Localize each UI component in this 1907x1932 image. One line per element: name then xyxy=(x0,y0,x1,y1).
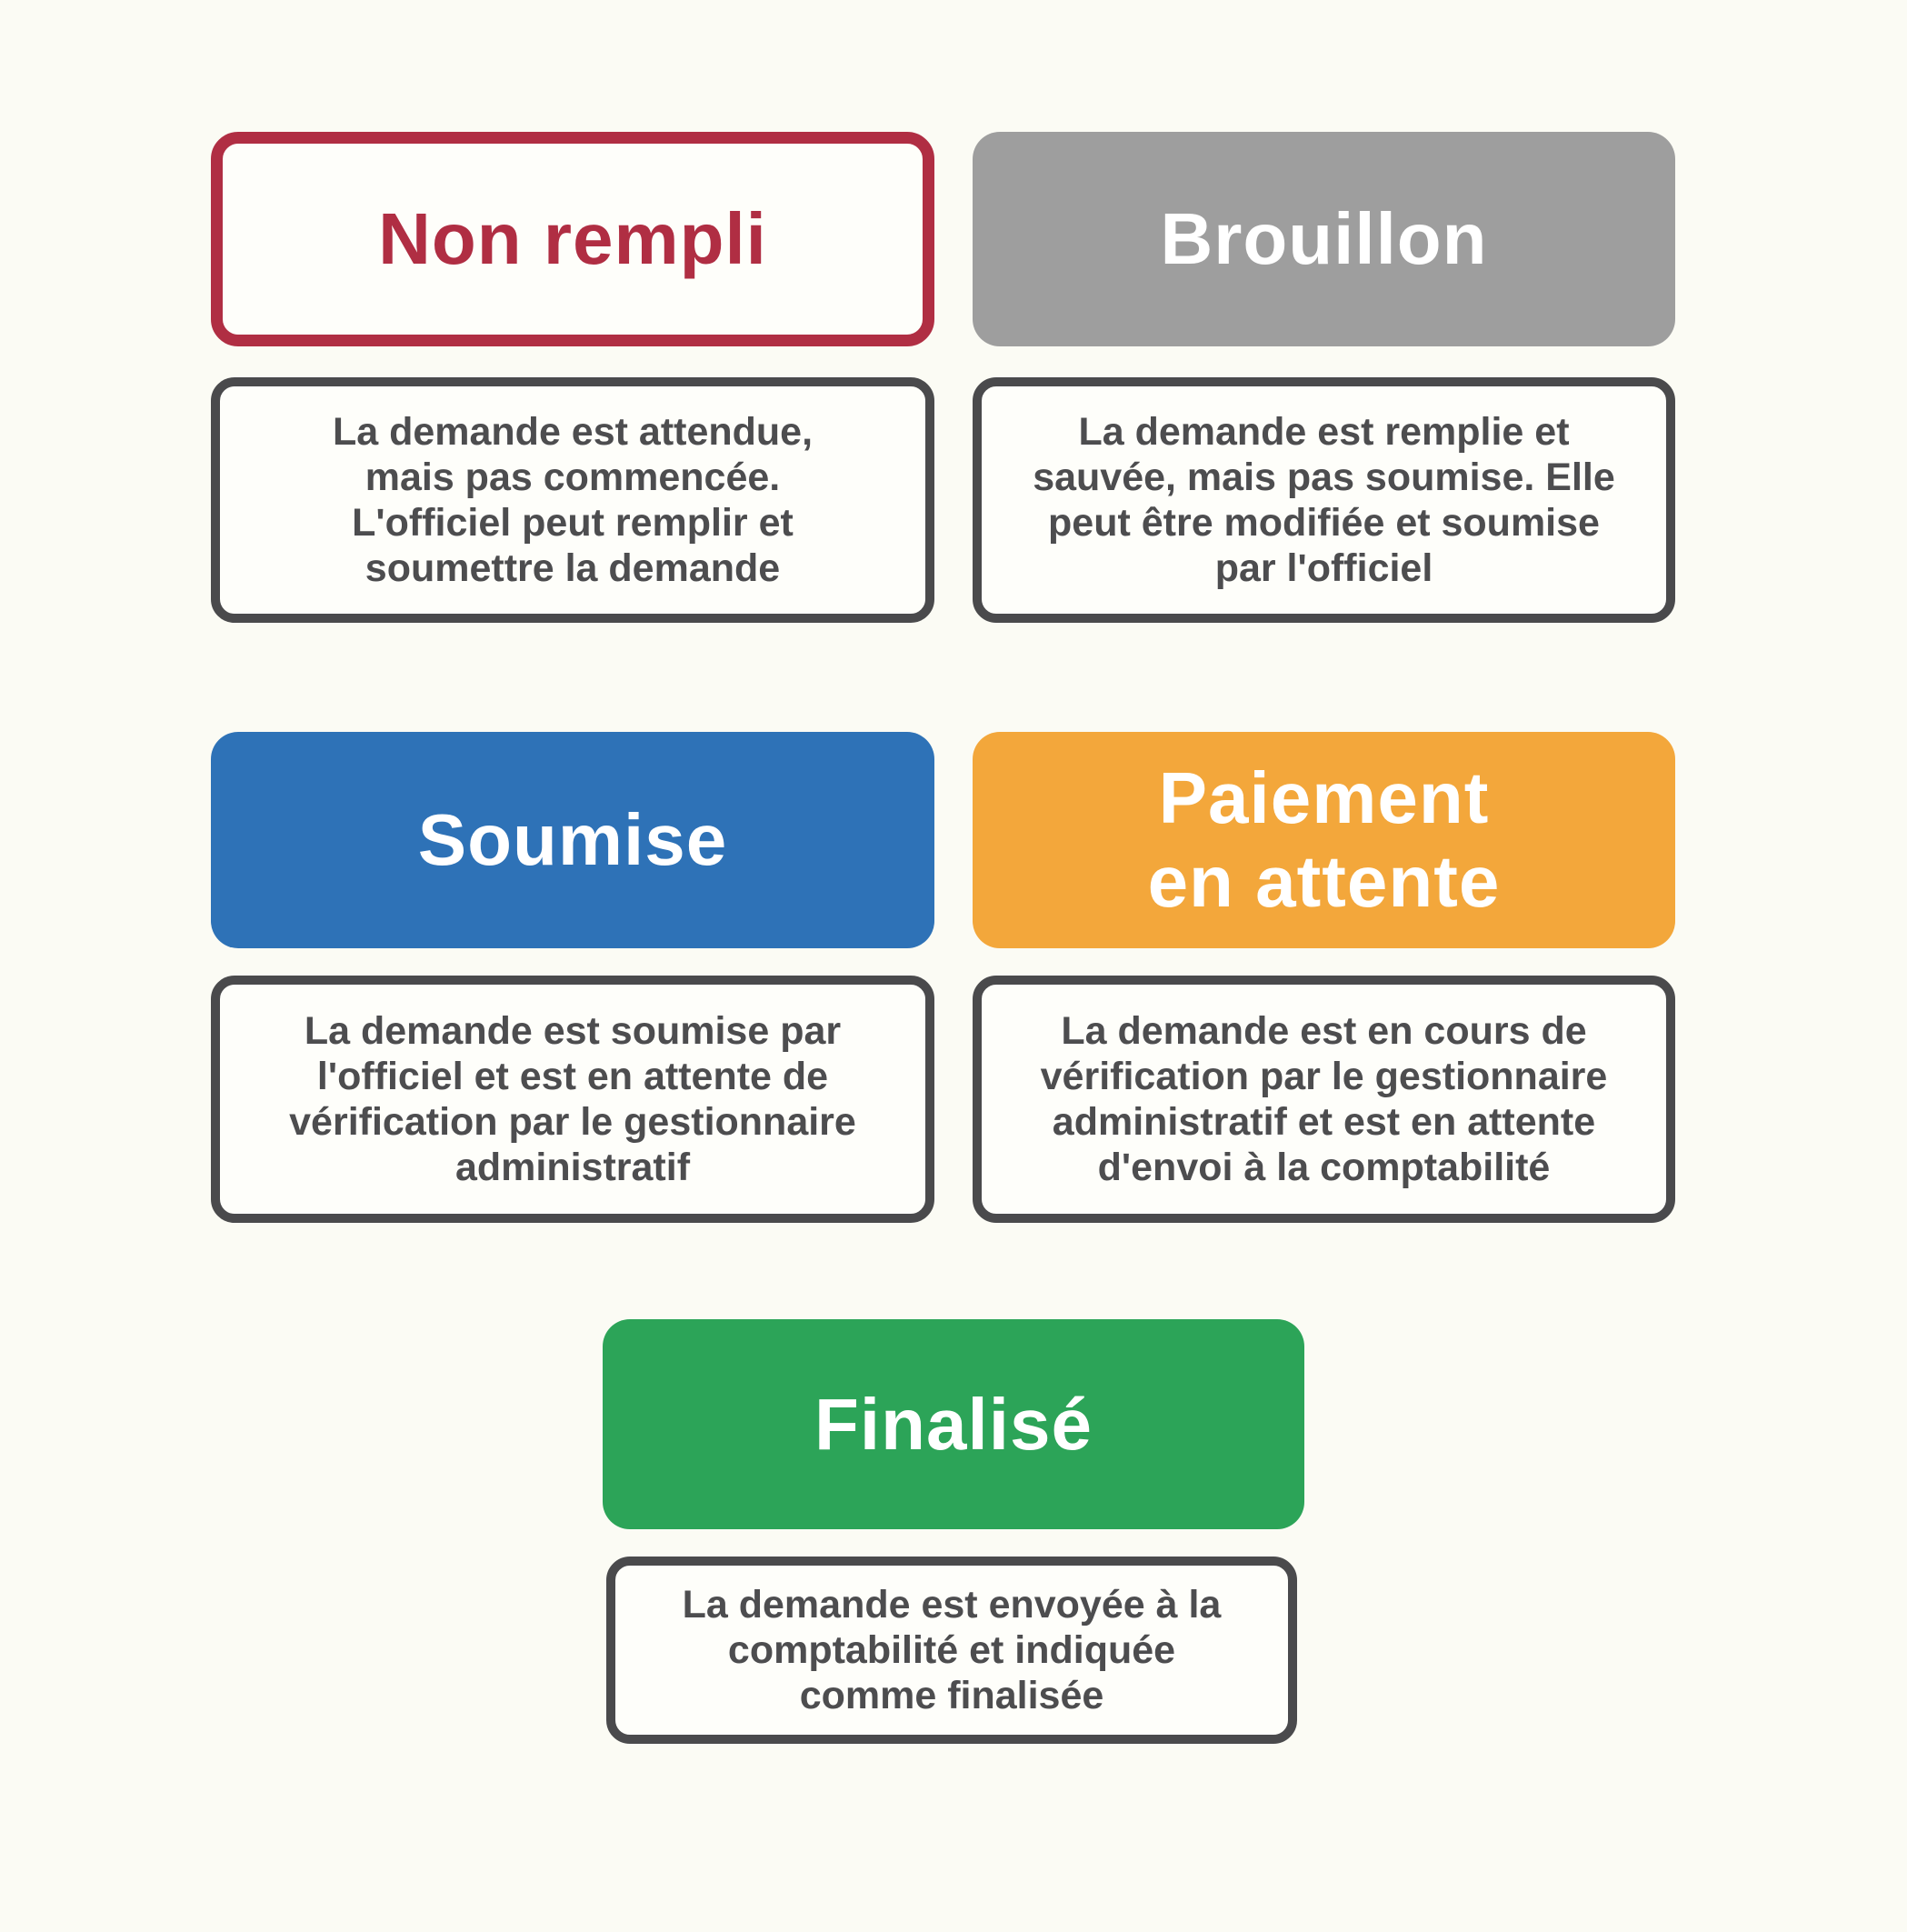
description-box-paiement-en-attente xyxy=(973,976,1675,1223)
status-label-paiement-en-attente: Paiement en attente xyxy=(1147,757,1501,922)
description-text-paiement-en-attente: La demande est en cours de vérification par le gestionnaire administratif et est en attente d'envoi à la comptabilité xyxy=(1040,1009,1608,1189)
status-label-brouillon: Brouillon xyxy=(1160,198,1488,279)
description-text-non-rempli: La demande est attendue, mais pas commencée. L'officiel peut remplir et soumettre la demande xyxy=(332,410,814,590)
description-box-non-rempli xyxy=(211,377,934,623)
description-box-soumise xyxy=(211,976,934,1223)
description-text-soumise: La demande est soumise par l'officiel et est en attente de vérification par le gestionnaire administratif xyxy=(289,1009,856,1189)
description-box-brouillon xyxy=(973,377,1675,623)
status-label-non-rempli: Non rempli xyxy=(378,198,767,279)
status-box-paiement-en-attente xyxy=(973,732,1675,948)
status-box-finalise xyxy=(603,1319,1304,1529)
description-text-brouillon: La demande est remplie et sauvée, mais pas soumise. Elle peut être modifiée et soumise par l'officiel xyxy=(1033,410,1615,590)
status-label-soumise: Soumise xyxy=(417,799,728,880)
description-text-finalise: La demande est envoyée à la comptabilité et indiquée comme finalisée xyxy=(682,1583,1222,1717)
status-label-finalise: Finalisé xyxy=(814,1383,1093,1465)
status-box-soumise xyxy=(211,732,934,948)
status-box-brouillon xyxy=(973,132,1675,346)
description-box-finalise xyxy=(606,1557,1297,1744)
status-box-non-rempli xyxy=(211,132,934,346)
